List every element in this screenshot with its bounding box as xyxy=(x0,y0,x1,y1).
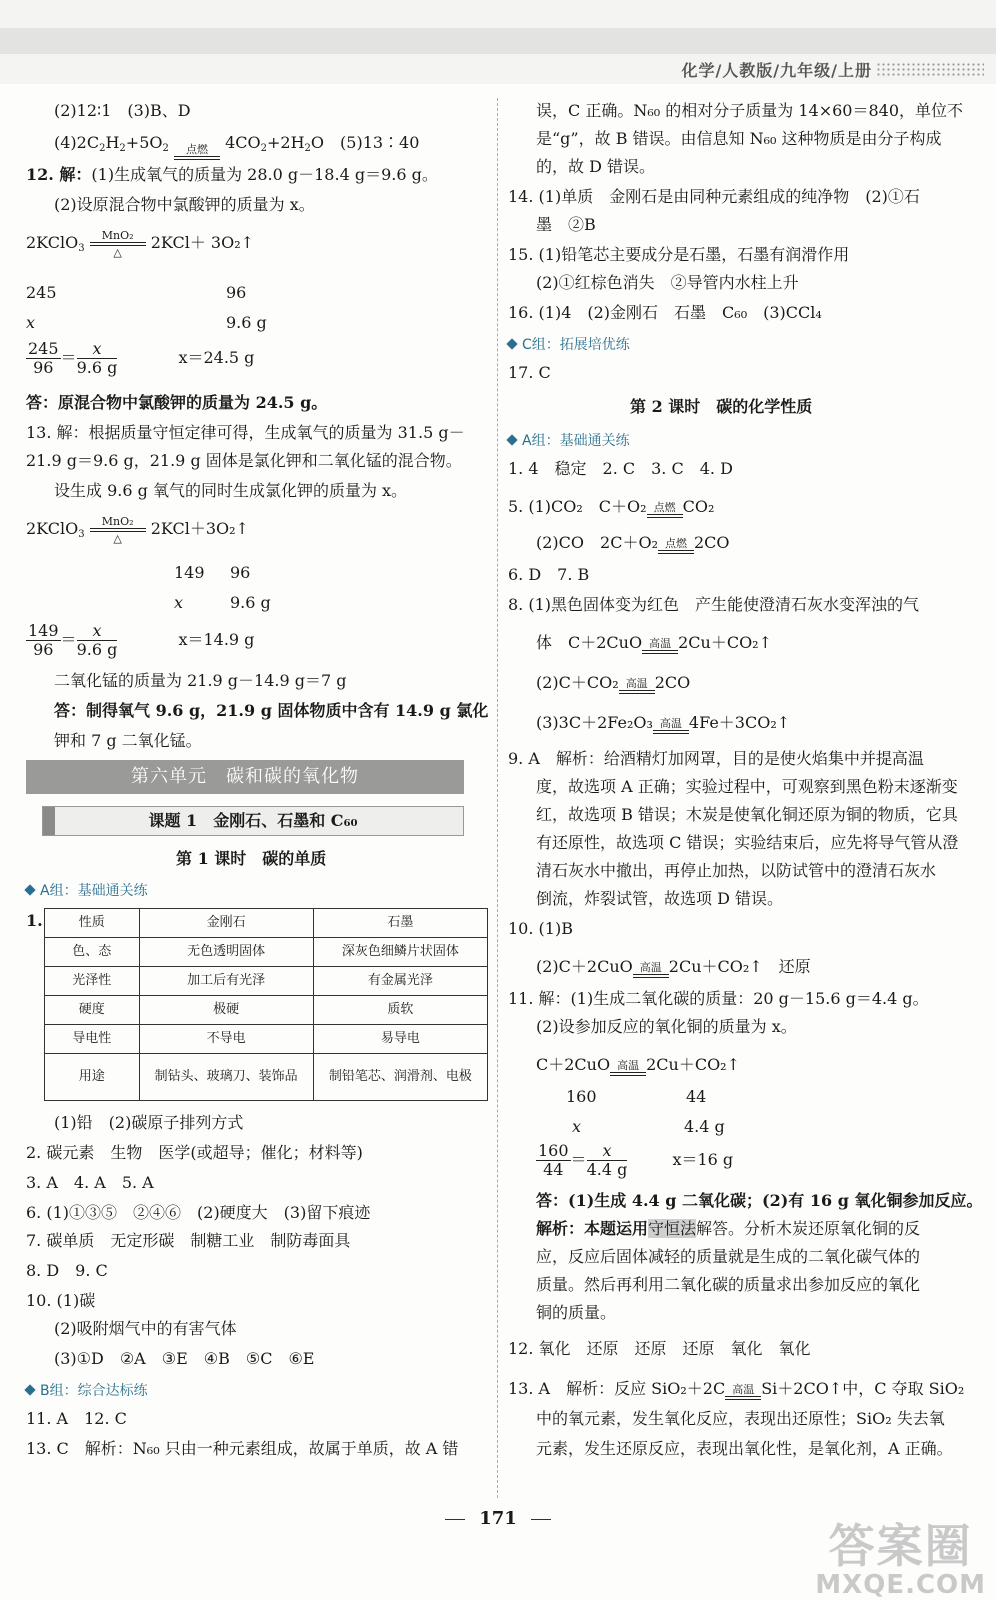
answer-line: 答：原混合物中氯酸钾的质量为 24.5 g。 xyxy=(26,393,328,412)
group-label: C组：拓展培优练 xyxy=(508,334,630,354)
question-16: 16. (1)4 (2)金刚石 石墨 C₆₀ (3)CCl₄ xyxy=(508,303,822,322)
reaction-condition: MnO₂ △ xyxy=(90,230,146,258)
question-12: 12. 氧化 还原 还原 还原 氧化 氧化 xyxy=(508,1339,811,1358)
column-divider xyxy=(497,98,498,1498)
calc-value: 160 xyxy=(566,1087,597,1106)
table-row: 性质 金刚石 石墨 xyxy=(45,909,488,938)
answer-line: (2)12∶1 (3)B、D xyxy=(54,101,191,120)
answer-line: 墨 ②B xyxy=(536,215,596,234)
question-12: 12. 解：(1)生成氧气的质量为 28.0 g－18.4 g＝9.6 g。 xyxy=(26,165,438,184)
table-row: 色、态 无色透明固体 深灰色细鳞片状固体 xyxy=(45,938,488,967)
question-11: 11. 解：(1)生成二氧化碳的质量：20 g－15.6 g＝4.4 g。 xyxy=(508,989,929,1008)
header-title: 化学/人教版/九年级/上册 xyxy=(681,61,872,80)
analysis-line: 铜的质量。 xyxy=(536,1303,617,1322)
reaction-condition: 点燃 xyxy=(658,538,694,554)
answer-line: 3. A 4. A 5. A xyxy=(26,1173,154,1192)
equation-line: (2)CO 2C＋O₂ 点燃 2CO xyxy=(536,533,730,552)
calc-variable: x xyxy=(26,313,36,332)
equation-line: $(4)2C_2H_2+5O_2$ 点燃 $4CO_2+2H_2O$ (5)13∶40 xyxy=(26,132,419,160)
answer-line: 误，C 正确。N₆₀ 的相对分子质量为 14×60＝840，单位不 xyxy=(536,101,963,120)
answer-line: 的，故 D 错误。 xyxy=(536,157,656,176)
answer-line: 答：制得氧气 9.6 g，21.9 g 固体物质中含有 14.9 g 氯化 xyxy=(54,701,489,720)
calc-value: 96 xyxy=(230,563,251,582)
answer-line: 是“g”，故 B 错误。由信息知 N₆₀ 这种物质是由分子构成 xyxy=(536,129,942,148)
calc-variable: x xyxy=(174,593,184,612)
equation-line: (2)C＋CO₂ 高温 2CO xyxy=(536,673,691,692)
reaction-condition: MnO₂ △ xyxy=(90,516,146,544)
reaction-condition: 高温 xyxy=(653,718,689,734)
table-row: 导电性 不导电 易导电 xyxy=(45,1025,488,1054)
group-label: A组：基础通关练 xyxy=(508,430,630,450)
answer-line: 11. A 12. C xyxy=(26,1409,127,1428)
fraction-equation: $\frac{160}{44}$ ＝ $\frac{x}{4.4 g}$ x＝16 g xyxy=(538,1141,734,1179)
diamond-icon xyxy=(24,1384,35,1395)
equation-line: (2)C＋2CuO 高温 2Cu＋CO₂↑ 还原 xyxy=(536,957,811,976)
highlight: 守恒法 xyxy=(648,1219,697,1238)
calc-value: 149 xyxy=(174,563,205,582)
reaction-condition: 高温 xyxy=(619,678,655,694)
group-label: A组：基础通关练 xyxy=(26,880,148,900)
answer-line: (1)铅 (2)碳原子排列方式 xyxy=(54,1113,244,1132)
answer-line: 2. 碳元素 生物 医学(或超导；催化；材料等) xyxy=(26,1143,363,1162)
answer-line: (2)吸附烟气中的有害气体 xyxy=(54,1319,237,1338)
answer-line: 元素，发生还原反应，表现出氧化性，是氧化剂，A 正确。 xyxy=(536,1439,953,1458)
equation-line: 2KClO$_3$ MnO₂ △ 2KCl＋3O₂↑ xyxy=(26,515,249,545)
header-dot-pattern xyxy=(876,62,984,76)
properties-table xyxy=(44,908,488,1101)
answer-line: 二氧化锰的质量为 21.9 g－14.9 g＝7 g xyxy=(54,671,347,690)
diamond-icon xyxy=(24,884,35,895)
group-label: B组：综合达标练 xyxy=(26,1380,148,1400)
question-9: 9. A 解析：给酒精灯加网罩，目的是使火焰集中并提高温 xyxy=(508,749,924,768)
answer-line: 7. 碳单质 无定形碳 制糖工业 制防毒面具 xyxy=(26,1231,351,1250)
reaction-condition: 高温 xyxy=(725,1384,761,1400)
answer-line: (2)设参加反应的氧化铜的质量为 x。 xyxy=(536,1017,797,1036)
answer-line: 清石灰水中撤出，再停止加热，以防试管中的澄清石灰水 xyxy=(536,861,937,880)
question-15: 15. (1)铅笔芯主要成分是石墨，石墨有润滑作用 xyxy=(508,245,850,264)
table-row: 用途 制钻头、玻璃刀、装饰品 制铅笔芯、润滑剂、电极 xyxy=(45,1054,488,1101)
question-17: 17. C xyxy=(508,363,551,382)
calc-value: 245 xyxy=(26,283,57,302)
page-number: 171 xyxy=(0,1508,996,1529)
calc-value: 9.6 g xyxy=(226,313,267,332)
fraction-equation: $\frac{245}{96}$ ＝ $\frac{x}{9.6 g}$ x＝24.5 g xyxy=(28,339,255,377)
equation-line: 5. (1)CO₂ C＋O₂ 点燃 CO₂ xyxy=(508,497,715,516)
answer-line: 6. D 7. B xyxy=(508,565,590,584)
answer-line: 8. D 9. C xyxy=(26,1261,108,1280)
answer-line: 有还原性，故选项 C 错误；实验结束后，应先将导气管从澄 xyxy=(536,833,959,852)
reaction-condition: 高温 xyxy=(642,638,678,654)
reaction-condition: 高温 xyxy=(633,962,669,978)
watermark-logo: 答案圈 MXQE.COM xyxy=(815,1519,986,1600)
calc-value: 96 xyxy=(226,283,247,302)
answer-line: (2)①红棕色消失 ②导管内水柱上升 xyxy=(536,273,799,292)
answer-line: 钾和 7 g 二氧化锰。 xyxy=(54,731,202,750)
unit-banner: 第六单元 碳和碳的氧化物 xyxy=(26,760,464,794)
answer-line: 红，故选项 B 错误；木炭是使氧化铜还原为铜的物质，它具 xyxy=(536,805,958,824)
answer-line: 中的氧元素，发生氧化反应，表现出还原性；SiO₂ 失去氧 xyxy=(536,1409,945,1428)
analysis-line: 解析：本题运用守恒法解答。分析木炭还原氧化铜的反 xyxy=(536,1219,921,1238)
reaction-condition: 高温 xyxy=(610,1060,646,1076)
answer-line: 10. (1)碳 xyxy=(26,1291,96,1310)
reaction-condition: 点燃 xyxy=(647,502,683,518)
answer-line: 答：(1)生成 4.4 g 二氧化碳；(2)有 16 g 氧化铜参加反应。 xyxy=(536,1191,983,1210)
answer-line: 13. C 解析：N₆₀ 只由一种元素组成，故属于单质，故 A 错 xyxy=(26,1439,459,1458)
period-heading: 第 2 课时 碳的化学性质 xyxy=(630,397,813,416)
header-band xyxy=(0,28,996,54)
answer-line: 度，故选项 A 正确；实验过程中，可观察到黑色粉末逐渐变 xyxy=(536,777,958,796)
answer-line: 1. 4 稳定 2. C 3. C 4. D xyxy=(508,459,733,478)
question-14: 14. (1)单质 金刚石是由同种元素组成的纯净物 (2)①石 xyxy=(508,187,920,206)
question-13: 13. 解：根据质量守恒定律可得，生成氧气的质量为 31.5 g－ xyxy=(26,423,465,442)
answer-line: 21.9 g＝9.6 g，21.9 g 固体是氯化钾和二氧化锰的混合物。 xyxy=(26,451,462,470)
question-1: 1. xyxy=(26,911,43,930)
analysis-line: 质量。然后再利用二氧化碳的质量求出参加反应的氧化 xyxy=(536,1275,921,1294)
diamond-icon xyxy=(506,434,517,445)
equation-line: 2KClO$_3$ MnO₂ △ 2KCl＋ 3O₂↑ xyxy=(26,229,255,259)
answer-line: 倒流，炸裂试管，故选项 D 错误。 xyxy=(536,889,784,908)
question-13: 13. A 解析：反应 SiO₂＋2C 高温 Si＋2CO↑中，C 夺取 SiO₂ xyxy=(508,1379,965,1398)
fraction-equation: $\frac{149}{96}$ ＝ $\frac{x}{9.6 g}$ x＝14.9 g xyxy=(28,621,255,659)
lesson-title: 课题 1 金刚石、石墨和 C₆₀ xyxy=(42,806,464,836)
equation-line: C＋2CuO 高温 2Cu＋CO₂↑ xyxy=(536,1055,741,1074)
reaction-condition: 点燃 xyxy=(174,144,220,160)
analysis-line: 应，反应后固体减轻的质量就是生成的二氧化碳气体的 xyxy=(536,1247,921,1266)
equation-line: 体 C＋2CuO 高温 2Cu＋CO₂↑ xyxy=(536,633,773,652)
answer-line: (2)设原混合物中氯酸钾的质量为 x。 xyxy=(54,195,315,214)
calc-value: 44 xyxy=(686,1087,707,1106)
period-heading: 第 1 课时 碳的单质 xyxy=(176,849,327,868)
answer-line: 6. (1)①③⑤ ②④⑥ (2)硬度大 (3)留下痕迹 xyxy=(26,1203,371,1222)
question-10: 10. (1)B xyxy=(508,919,573,938)
answer-line: (3)①D ②A ③E ④B ⑤C ⑥E xyxy=(54,1349,315,1368)
diamond-icon xyxy=(506,338,517,349)
equation-line: (3)3C＋2Fe₂O₃ 高温 4Fe＋3CO₂↑ xyxy=(536,713,791,732)
calc-value: 4.4 g xyxy=(684,1117,725,1136)
calc-variable: x xyxy=(572,1117,582,1136)
question-8: 8. (1)黑色固体变为红色 产生能使澄清石灰水变浑浊的气 xyxy=(508,595,920,614)
table-row: 硬度 极硬 质软 xyxy=(45,996,488,1025)
calc-value: 9.6 g xyxy=(230,593,271,612)
table-row: 光泽性 加工后有光泽 有金属光泽 xyxy=(45,967,488,996)
answer-line: 设生成 9.6 g 氧气的同时生成氯化钾的质量为 x。 xyxy=(54,481,408,500)
page-header xyxy=(0,0,996,84)
